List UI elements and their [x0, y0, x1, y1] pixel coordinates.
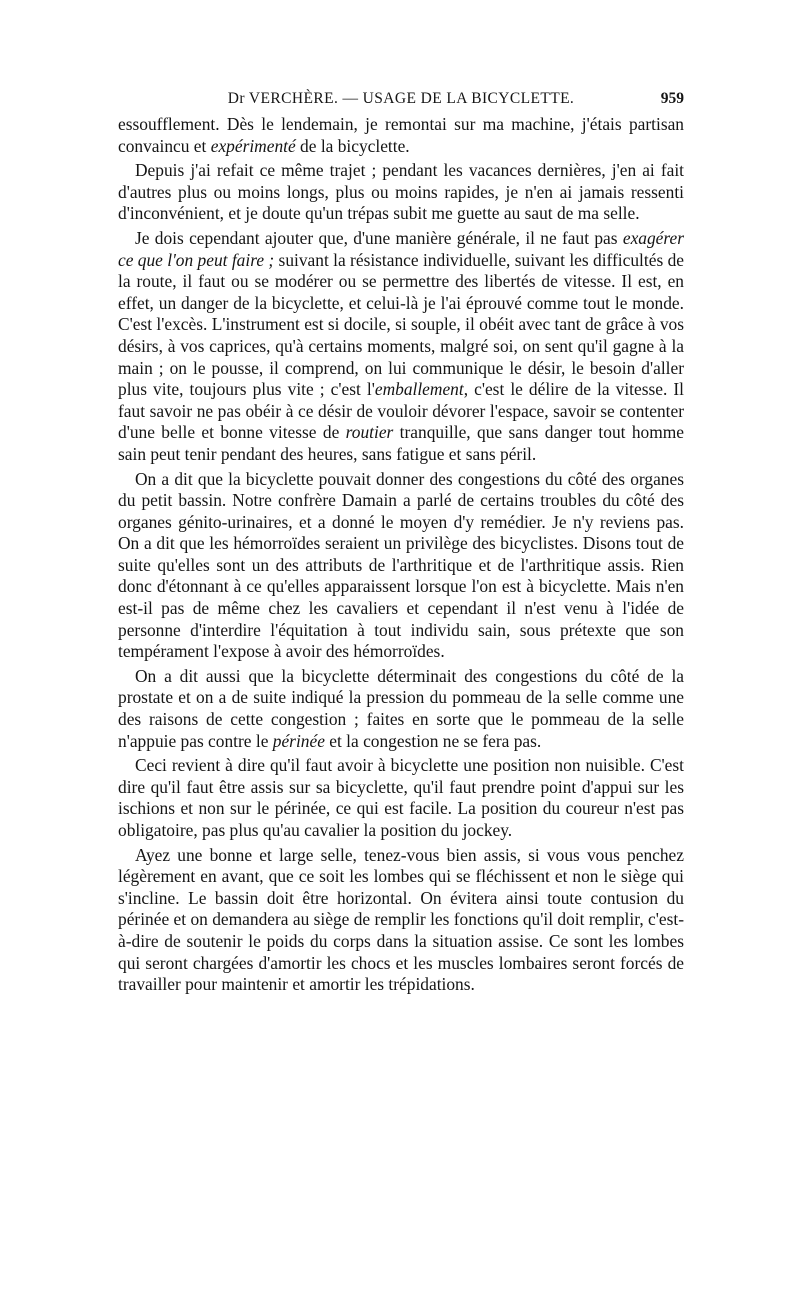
text-run: essoufflement. Dès le lendemain, je remontai sur ma machine, j'étais partisan convaincu et: [118, 114, 684, 156]
text-run: On a dit que la bicyclette pouvait donner des congestions du côté des organes du petit bassin. Notre confrère Damain a parlé de certains troubles du côté des organes génito-urinaires, et a donné le moyen d'y remédier. Je n'y reviens pas. On a dit que les hémorroïdes seraient un privilège des bicyclistes. Disons tout de suite qu'elles sont un des attributs de l'arthritique et de l'arthritique assis. Rien donc d'étonnant à ce qu'elles apparaissent lorsque l'on est à bicyclette. Mais n'en est-il pas de même chez les cavaliers et cependant il n'est venu à l'idée de personne d'interdire l'équitation à tout individu sain, sous prétexte que son tempérament l'expose à avoir des hémorroïdes.: [118, 468, 684, 662]
paragraph: [118, 666, 684, 752]
italic-text: routier: [345, 422, 394, 443]
running-header: [118, 88, 684, 114]
text-run: suivant la résistance individuelle, suivant les difficultés de la route, il faut ou se modérer ou se permettre des libertés de vitesse. Il est, en effet, un danger de la bicyclette, et celui-là je l'ai éprouvé comme tout le monde. C'est l'excès. L'instrument est si docile, si souple, il obéit avec tant de grâce à vos désirs, à vos caprices, qu'à certains moments, malgré soi, on sent qu'il gagne à la main ; on le pousse, il comprend, on lui communique le désir, le besoin d'aller plus vite, toujours plus vite ; c'est l': [118, 249, 684, 400]
text-run: On a dit aussi que la bicyclette déterminait des congestions du côté de la prostate et on a de suite indiqué la pression du pommeau de la selle comme une des raisons de cette congestion ; faites en sorte que le pommeau de la selle n'appuie pas contre le: [118, 665, 684, 751]
text-run: et la congestion ne se fera pas.: [324, 730, 542, 751]
paragraph: [118, 845, 684, 996]
text-run: , c'est le délire de la vitesse. Il faut savoir ne pas obéir à ce désir de vouloir dévorer l'espace, savoir se contenter d'une belle et bonne vitesse de: [118, 379, 685, 443]
running-title: Dr VERCHÈRE. — USAGE DE LA BICYCLETTE.: [227, 90, 575, 107]
paragraph: [118, 160, 684, 225]
text-run: de la bicyclette.: [295, 135, 410, 156]
italic-text: exagérer ce que l'on peut faire ;: [118, 227, 684, 270]
italic-text: expérimenté: [210, 135, 296, 156]
paragraph: [118, 114, 684, 157]
text-run: Ceci revient à dire qu'il faut avoir à bicyclette une position non nuisible. C'est dire qu'il faut être assis sur sa bicyclette, qu'il faut prendre point d'appui sur les ischions et non sur le périnée, ce qui est facile. La position du coureur n'est pas obligatoire, pas plus qu'au cavalier la position du jockey.: [118, 755, 684, 840]
italic-text: emballement: [374, 379, 464, 400]
text-run: tranquille, que sans danger tout homme sain peut tenir pendant des heures, sans fatigue et sans péril.: [118, 422, 684, 464]
italic-text: périnée: [272, 730, 325, 751]
paragraph: [118, 755, 684, 841]
text-run: Depuis j'ai refait ce même trajet ; pendant les vacances dernières, j'en ai fait d'autres plus ou moins longs, plus ou moins rapides, je n'en ai jamais ressenti d'inconvénient, et je doute qu'un trépas subit me guette au saut de ma selle.: [118, 160, 684, 224]
text-run: Ayez une bonne et large selle, tenez-vous bien assis, si vous vous penchez légèrement en avant, que ce soit les lombes qui se fléchissent et non le siège qui s'incline. Le bassin doit être horizontal. On évitera ainsi toute contusion du périnée et on demandera au siège de remplir les fonctions qu'il doit remplir, c'est-à-dire de soutenir le poids du corps dans la situation assise. Ce sont les lombes qui seront chargées d'amortir les chocs et les muscles lombaires seront forcés de travailler pour maintenir et amortir les trépidations.: [118, 844, 684, 995]
document-page: [118, 88, 684, 999]
paragraph: [118, 228, 684, 466]
paragraph: [118, 469, 684, 663]
text-run: Je dois cependant ajouter que, d'une manière générale, il ne faut pas: [135, 227, 623, 248]
body-text: [118, 114, 684, 996]
page-number: 959: [660, 90, 684, 107]
